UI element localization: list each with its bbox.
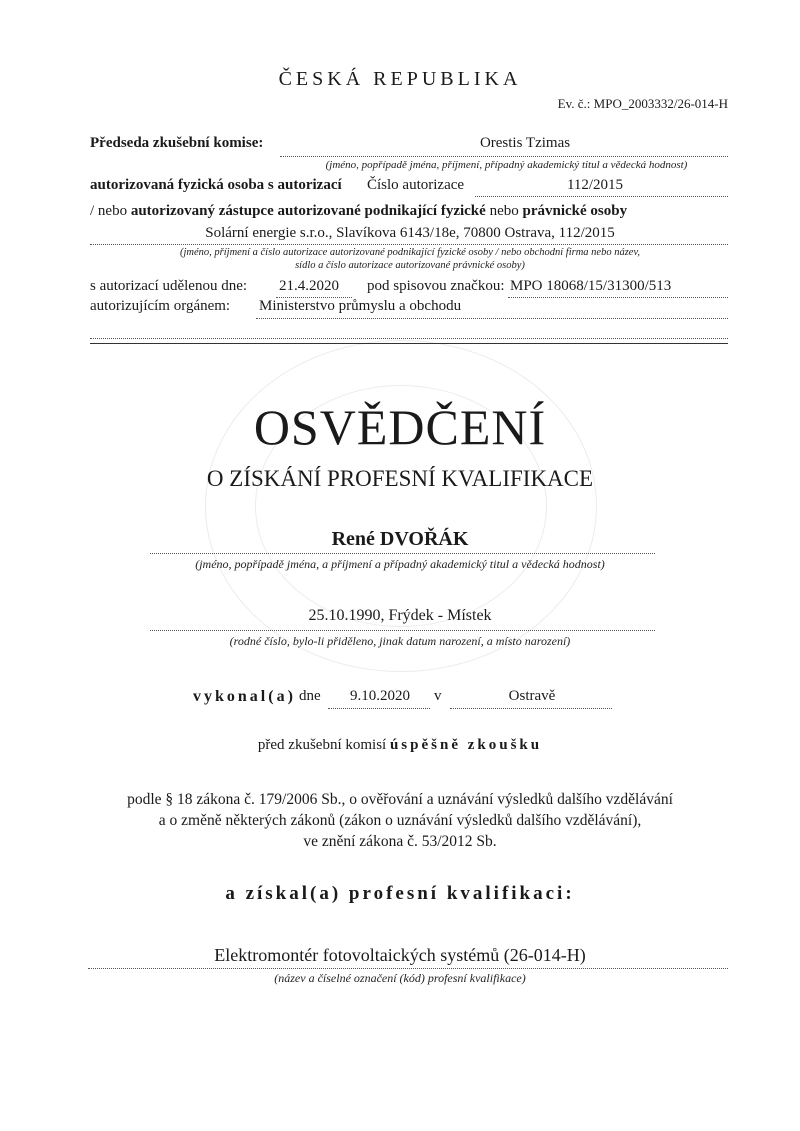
qualification-caption: (název a číselné označení (kód) profesní kvalifikace) xyxy=(274,971,526,985)
authority-name: Ministerstvo průmyslu a obchodu xyxy=(259,298,462,314)
exam-day-label: dne xyxy=(299,688,321,704)
holder-first-name: René xyxy=(331,528,375,550)
chair-name-line xyxy=(280,156,728,157)
or-word: nebo xyxy=(489,203,519,219)
holder-name-caption: (jméno, popřípadě jména, a příjmení a případný akademický titul a vědecká hodnost) xyxy=(195,557,605,571)
file-ref: MPO 18068/15/31300/513 xyxy=(510,278,672,294)
certificate-subtitle: O ZÍSKÁNÍ PROFESNÍ KVALIFIKACE xyxy=(206,466,594,491)
exam-place-line xyxy=(450,708,612,709)
company-caption-1: (jméno, příjmení a číslo autorizace autorizované podnikající fyzické osoby / nebo obchodní firma nebo název, xyxy=(180,247,640,258)
company-line xyxy=(90,244,728,245)
file-ref-line xyxy=(508,297,728,298)
representative-label: autorizovaný zástupce autorizované podnikající fyzické xyxy=(130,203,486,219)
authority-line xyxy=(256,318,728,319)
performed-word: vykonal(a) xyxy=(193,688,296,705)
exam-place: Ostravě xyxy=(508,688,556,704)
granted-date: 21.4.2020 xyxy=(279,278,339,294)
company-details: Solární energie s.r.o., Slavíkova 6143/18e, 70800 Ostrava, 112/2015 xyxy=(205,225,615,241)
holder-last-name: DVOŘÁK xyxy=(379,528,469,550)
holder-name xyxy=(0,528,800,551)
law-line-1: podle § 18 zákona č. 179/2006 Sb., o ověřování a uznávání výsledků dalšího vzdělávání xyxy=(127,791,673,808)
certificate-title: OSVĚDČENÍ xyxy=(253,399,547,455)
holder-birth: 25.10.1990, Frýdek - Místek xyxy=(308,607,492,624)
holder-birth-line xyxy=(150,630,655,631)
chair-name-caption: (jméno, popřípadě jména, příjmení, případný akademický titul a vědecká hodnost) xyxy=(325,159,688,171)
evidence-number: Ev. č.: MPO_2003332/26-014-H xyxy=(557,96,728,111)
country-heading: ČESKÁ REPUBLIKA xyxy=(278,68,522,90)
authorization-number: 112/2015 xyxy=(566,177,624,193)
granted-label: s autorizací udělenou dne: xyxy=(90,278,248,294)
qualification-line xyxy=(88,968,728,969)
holder-birth-caption: (rodné číslo, bylo-li přiděleno, jinak datum narození, a místo narození) xyxy=(229,634,571,648)
committee-chair-label: Předseda zkušební komise: xyxy=(90,135,264,151)
or-prefix: / nebo xyxy=(90,203,128,219)
authorized-person-label: autorizovaná fyzická osoba s autorizací xyxy=(90,177,342,193)
law-line-3: ve znění zákona č. 53/2012 Sb. xyxy=(303,833,497,850)
authorization-number-line xyxy=(475,196,728,197)
file-ref-label: pod spisovou značkou: xyxy=(367,278,505,294)
before-committee: před zkušební komisí xyxy=(257,737,387,753)
qualification-name: Elektromontér fotovoltaických systémů (26-014-H) xyxy=(214,945,586,965)
authority-label: autorizujícím orgánem: xyxy=(90,298,231,314)
legal-entity-label: právnické osoby xyxy=(522,203,628,219)
representative-line xyxy=(90,203,627,220)
header-separator-1 xyxy=(90,338,728,339)
holder-name-line xyxy=(150,553,655,554)
exam-place-label: v xyxy=(434,688,442,704)
company-caption-2: sídlo a číslo autorizace autorizované právnické osoby) xyxy=(295,260,525,271)
success-line xyxy=(0,737,800,754)
exam-date: 9.10.2020 xyxy=(350,688,410,704)
exam-date-line xyxy=(328,708,430,709)
law-line-2: a o změně některých zákonů (zákon o uznávání výsledků dalšího vzdělávání), xyxy=(158,812,642,829)
header-separator-2 xyxy=(90,343,728,344)
qualification-heading: a získal(a) profesní kvalifikaci: xyxy=(225,883,575,904)
committee-chair-name: Orestis Tzimas xyxy=(479,135,571,151)
authorization-number-label: Číslo autorizace xyxy=(367,177,465,193)
exam-success: úspěšně zkoušku xyxy=(389,737,543,753)
